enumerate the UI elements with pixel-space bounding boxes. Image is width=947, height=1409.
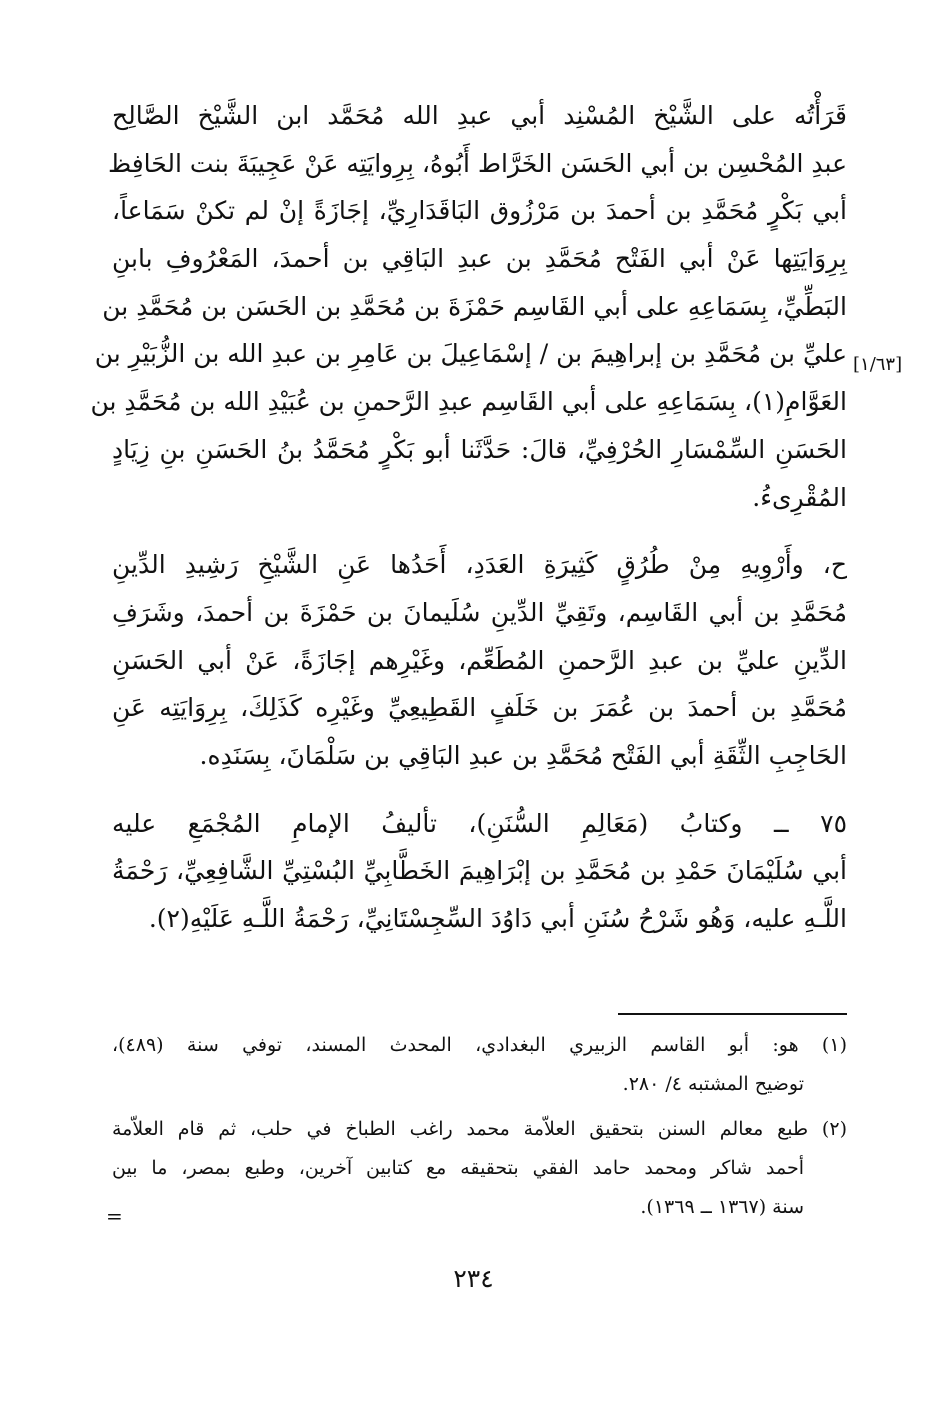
footnote-1 bbox=[112, 1026, 847, 1104]
text-line: العَوَّامِ(١)، بِسَمَاعِهِ على أبي القَاسِم عبدِ الرَّحمنِ بن عُبَيْدِ الله بن مُحَمَّدِ بن bbox=[90, 387, 847, 417]
footnote-line: توضيح المشتبه ٤/ ٢٨٠. bbox=[622, 1073, 804, 1095]
text-line: عبدِ المُحْسِن بن أبي الحَسَن الخَرَّاط أَبُوهُ، بِرِوايَتِه عَنْ عَجِيبَةَ بنت الحَافِظ bbox=[107, 148, 847, 178]
paragraph-gap bbox=[112, 780, 847, 800]
text-line: الحَسَنِ السِّمْسَارِ الحُرْفِيِّ، قالَ: حَدَّثَنا أبو بَكْرٍ مُحَمَّدُ بنُ الحَسَنِ بنِ زِيَادٍ bbox=[112, 434, 847, 464]
text-line: بِرِوَايَتِها عَنْ أبي الفَتْح مُحَمَّدِ بن عبدِ البَاقِي بن أحمدَ، المَعْرُوفِ بابنِ bbox=[112, 244, 847, 274]
text-line: مُحَمَّدِ بن أحمدَ بن عُمَرَ بن خَلَفٍ القَطِيعِيِّ وغَيْرِه كَذَلِكَ، بِرِوَايَتِه عَنِ bbox=[112, 693, 847, 723]
text-line: أبي سُلَيْمَانَ حَمْدِ بن مُحَمَّدِ بن إبْرَاهِيمَ الخَطَّابِيِّ البُسْتِيِّ الشَّافِعِيِّ، رَحْمَةُ bbox=[112, 856, 847, 886]
text-line: الحَاجِبِ الثِّقَةِ أبي الفَتْح مُحَمَّدِ بن عبدِ البَاقِي بن سَلْمَانَ، بِسَنَدِه. bbox=[199, 740, 847, 770]
continuation-mark: = bbox=[106, 1204, 123, 1228]
footnote-line: سنة (١٣٦٧ ــ ١٣٦٩). bbox=[640, 1196, 804, 1218]
paragraph-2 bbox=[112, 541, 847, 779]
footnote-2 bbox=[112, 1110, 847, 1227]
footnote-divider bbox=[618, 1013, 847, 1015]
text-line: الدِّينِ عليِّ بن عبدِ الرَّحمنِ المُطَعِّم، وغَيْرِهم إجَازَةً، عَنْ أبي الحَسَنِ bbox=[112, 645, 847, 675]
manuscript-page-reference: [١/٦٣] bbox=[853, 354, 903, 375]
footnotes bbox=[112, 1026, 847, 1227]
text-line: أبي بَكْرٍ مُحَمَّدِ بن أحمدَ بن مَرْزُوق البَاقَدَارِيِّ، إجَازَةً إنْ لم تكنْ سَمَاعاً، bbox=[112, 196, 847, 226]
text-line: البَطِّيِّ، بِسَمَاعِهِ على أبي القَاسِم حَمْزَةَ بن مُحَمَّدِ بن الحَسَن بن مُحَمَّدِ بن bbox=[102, 291, 847, 321]
text-line: ح، وأَرْوِيهِ مِنْ طُرُقٍ كَثِيرَةِ العَدَدِ، أَحَدُها عَنِ الشَّيْخِ رَشِيدِ الدِّينِ bbox=[112, 550, 847, 580]
paragraph-1 bbox=[90, 92, 847, 521]
paragraph-gap bbox=[112, 521, 847, 541]
page-number: ٢٣٤ bbox=[453, 1264, 494, 1293]
footnote-line: (١) هو: أبو القاسم الزبيري البغدادي، المحدث المسند، توفي سنة (٤٨٩)، bbox=[112, 1034, 847, 1056]
text-line: مُحَمَّدِ بن أبي القَاسِم، وتَقِيِّ الدِّينِ سُلَيمانَ بن حَمْزَةَ بن أحمدَ، وشَرَفِ bbox=[112, 597, 847, 627]
footnote-line: (٢) طبع معالم السنن بتحقيق العلاّمة محمد راغب الطباخ في حلب، ثم قام العلاّمة bbox=[112, 1118, 847, 1140]
text-line: اللَّـهِ عليه، وَهُو شَرْحُ سُنَنِ أبي دَاوُدَ السِّجِسْتَانِيِّ، رَحْمَةُ اللَّـهِ عَلَيْهِ(٢). bbox=[148, 904, 847, 933]
text-line: المُقْرِىءُ. bbox=[752, 482, 847, 512]
footnote-line: أحمد شاكر ومحمد حامد الفقي بتحقيقه مع كتابين آخرين، وطبع بمصر، ما بين bbox=[112, 1157, 804, 1179]
text-line: ٧٥ ــ وكتابُ (مَعَالِمِ السُّنَنِ)، تأليفُ الإمامِ المُجْمَعِ عليه bbox=[112, 808, 847, 838]
paragraph-3 bbox=[112, 800, 847, 943]
main-text bbox=[90, 92, 847, 943]
text-line: عليِّ بن مُحَمَّدِ بن إبراهِيمَ بن / إسْمَاعِيلَ بن عَامِرِ بن عبدِ الله بن الزُّبَيْرِ بن bbox=[94, 339, 847, 369]
text-line: قَرَأْتُه على الشَّيْخ المُسْنِد أبي عبدِ الله مُحَمَّد ابن الشَّيْخ الصَّالِح bbox=[112, 101, 847, 130]
